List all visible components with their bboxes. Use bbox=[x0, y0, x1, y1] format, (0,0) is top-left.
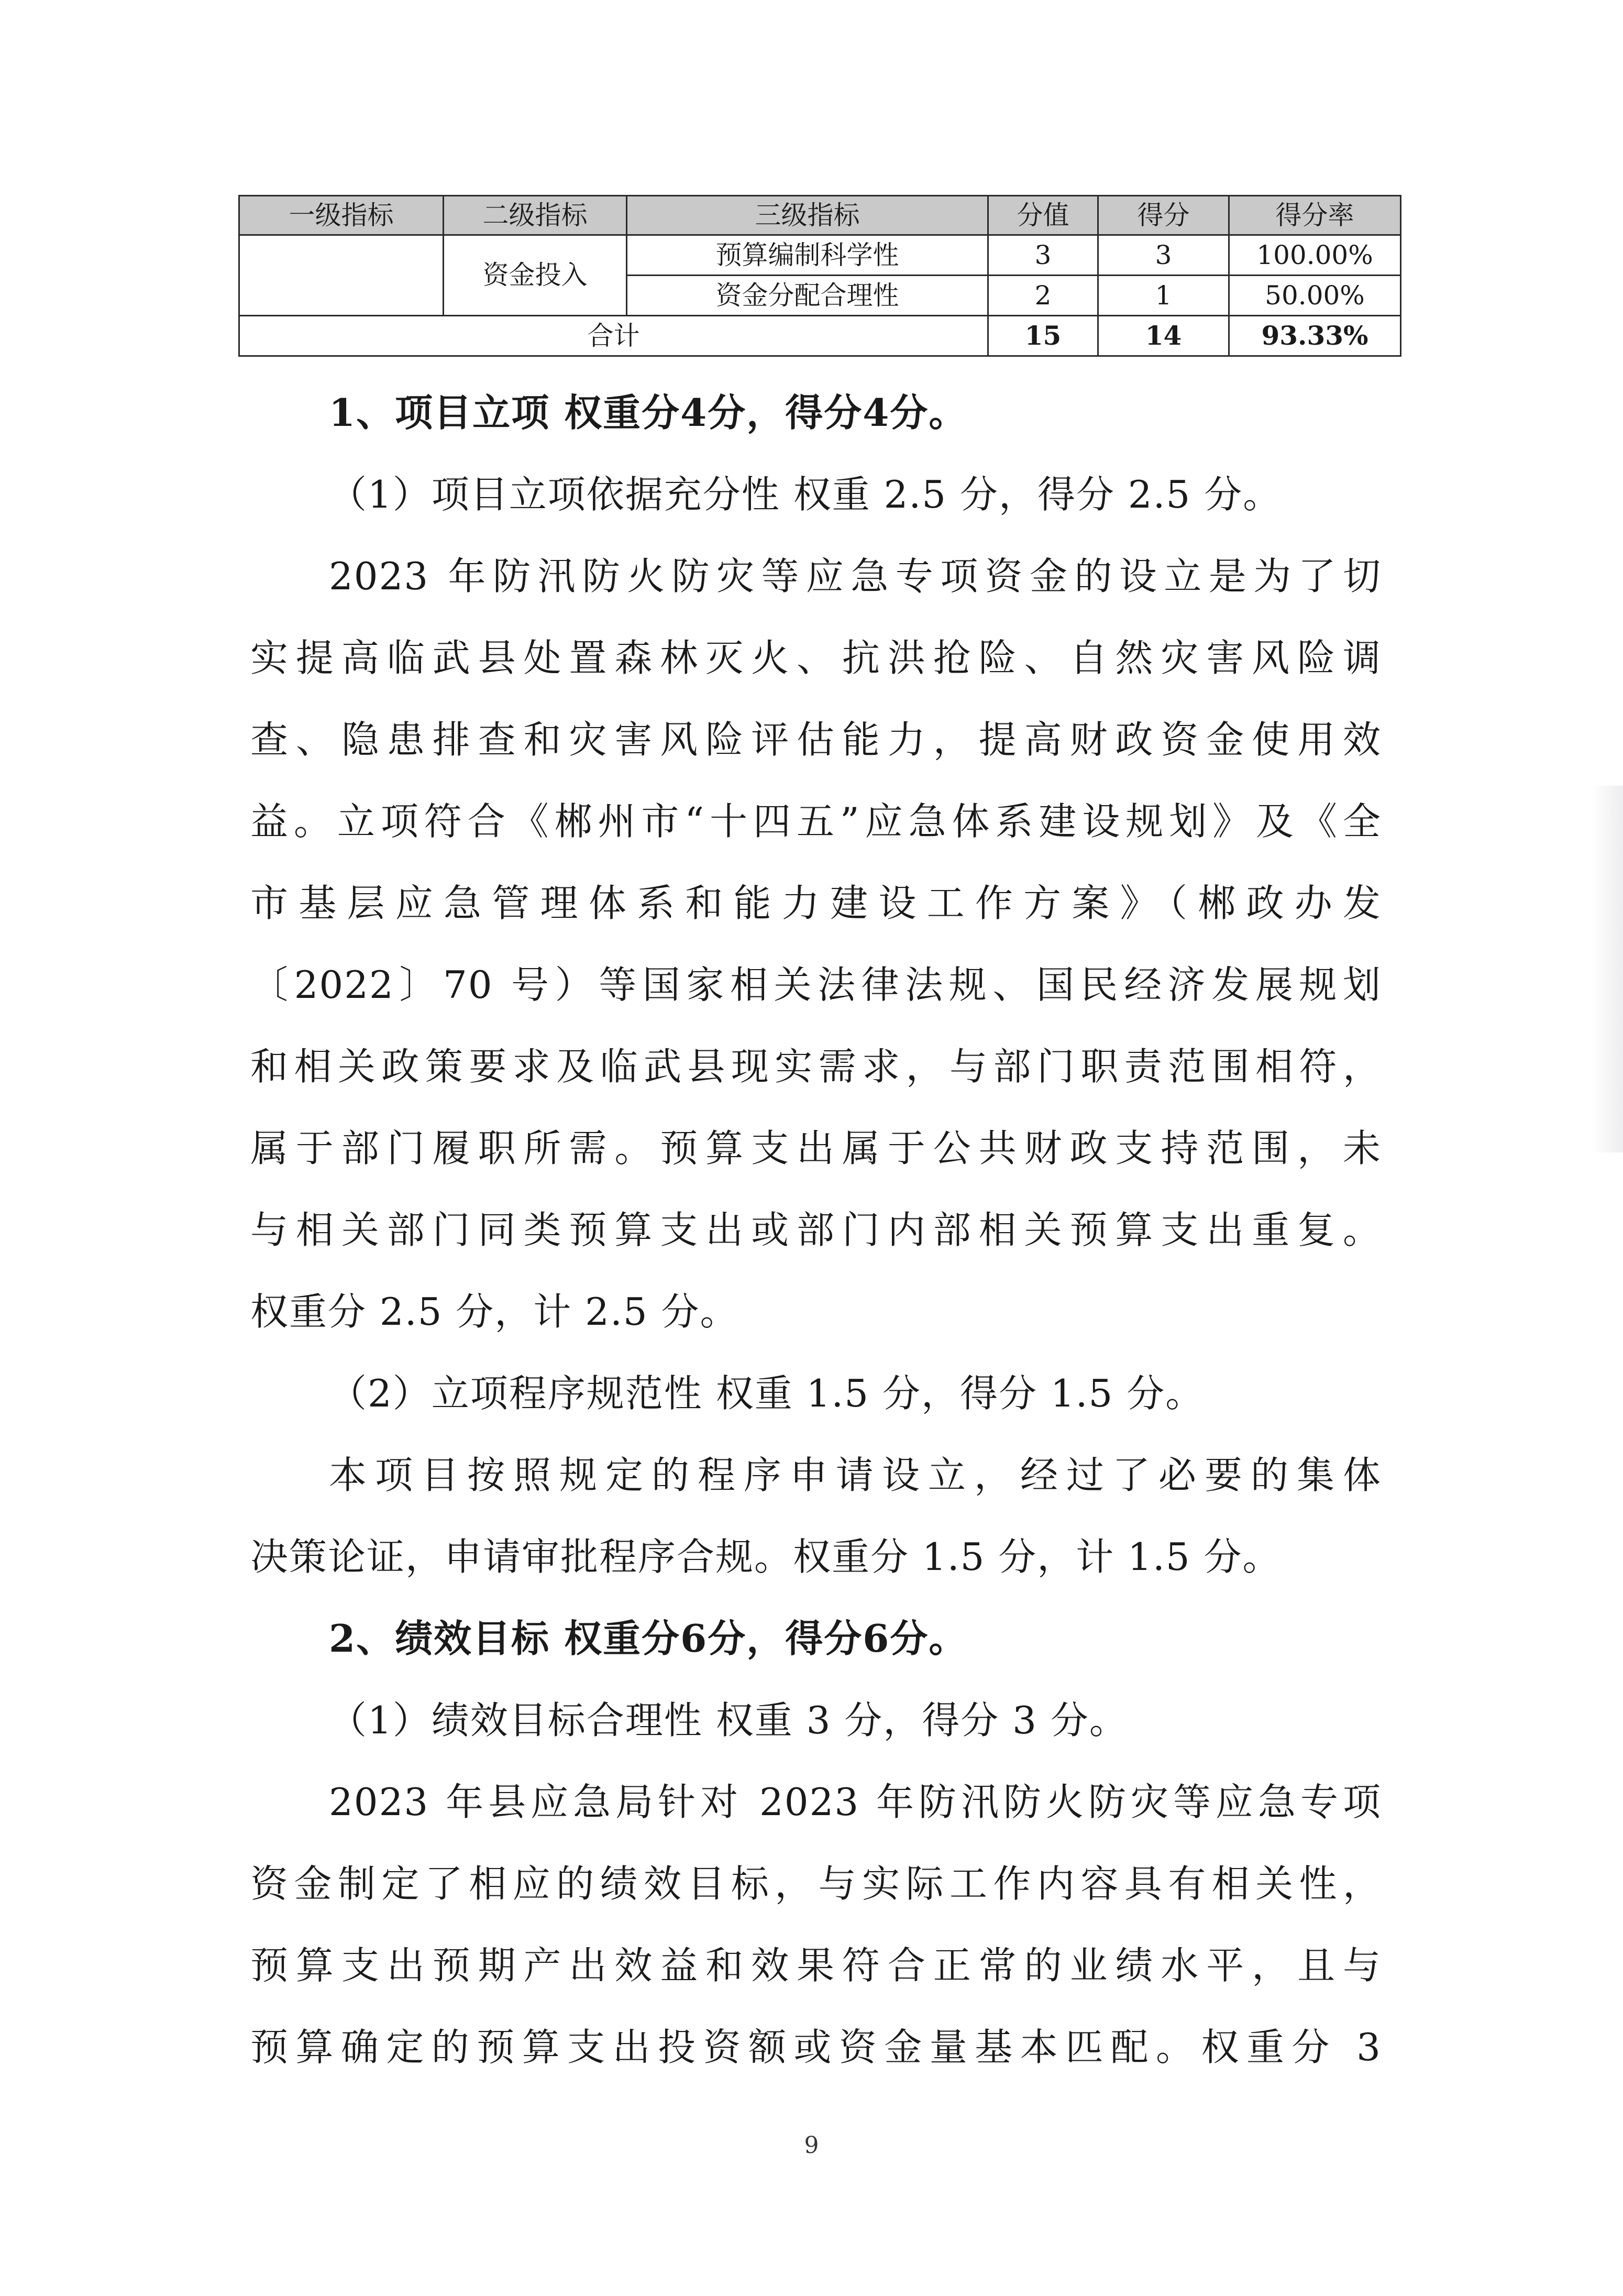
header-score-value: 分值 bbox=[988, 196, 1098, 235]
item-cell: 资金分配合理性 bbox=[627, 276, 988, 316]
paragraph-line: 实提高临武县处置森林灭火、抗洪抢险、自然灾害风险调 bbox=[250, 636, 1382, 680]
section-heading: 1、项目立项 权重分4分，得分4分。 bbox=[329, 390, 968, 435]
header-score: 得分 bbox=[1098, 196, 1229, 235]
paragraph-line: 〔2022〕70 号）等国家相关法律法规、国民经济发展规划 bbox=[250, 963, 1382, 1007]
level1-cell-empty bbox=[239, 235, 444, 316]
subsection-heading: （2）立项程序规范性 权重 1.5 分，得分 1.5 分。 bbox=[329, 1371, 1205, 1415]
paragraph-line: 预算支出预期产出效益和效果符合正常的业绩水平，且与 bbox=[250, 1943, 1382, 1987]
total-rate-cell: 93.33% bbox=[1229, 316, 1401, 356]
paragraph-line: 属于部门履职所需。预算支出属于公共财政支持范围，未 bbox=[250, 1126, 1382, 1170]
table-row bbox=[239, 235, 1401, 276]
header-level1: 一级指标 bbox=[239, 196, 444, 235]
subsection-heading: （1）项目立项依据充分性 权重 2.5 分，得分 2.5 分。 bbox=[329, 473, 1282, 517]
header-level2: 二级指标 bbox=[444, 196, 627, 235]
paragraph-line: 权重分 2.5 分，计 2.5 分。 bbox=[250, 1290, 739, 1334]
total-label-cell: 合计 bbox=[239, 316, 988, 356]
paragraph-line: 益。立项符合《郴州市“十四五”应急体系建设规划》及《全 bbox=[250, 799, 1382, 843]
paragraph-line: 市基层应急管理体系和能力建设工作方案》（郴政办发 bbox=[250, 881, 1382, 925]
score-table bbox=[238, 195, 1401, 357]
table-header-row bbox=[239, 196, 1401, 235]
page-number: 9 bbox=[804, 2132, 819, 2159]
paragraph-line: 本项目按照规定的程序申请设立，经过了必要的集体 bbox=[329, 1453, 1382, 1497]
paragraph-line: 决策论证，申请审批程序合规。权重分 1.5 分，计 1.5 分。 bbox=[250, 1535, 1282, 1579]
paragraph-line: 查、隐患排查和灾害风险评估能力，提高财政资金使用效 bbox=[250, 718, 1382, 762]
paragraph-line: 与相关部门同类预算支出或部门内部相关预算支出重复。 bbox=[250, 1208, 1382, 1252]
paragraph-line: 和相关政策要求及临武县现实需求，与部门职责范围相符， bbox=[250, 1045, 1382, 1089]
total-score-value-cell: 15 bbox=[988, 316, 1098, 356]
subsection-heading: （1）绩效目标合理性 权重 3 分，得分 3 分。 bbox=[329, 1698, 1128, 1742]
paragraph-line: 预算确定的预算支出投资额或资金量基本匹配。权重分 3 bbox=[250, 2025, 1382, 2069]
rate-cell: 50.00% bbox=[1229, 276, 1401, 316]
total-score-cell: 14 bbox=[1098, 316, 1229, 356]
score-cell: 3 bbox=[1098, 235, 1229, 276]
rate-cell: 100.00% bbox=[1229, 235, 1401, 276]
header-level3: 三级指标 bbox=[627, 196, 988, 235]
item-cell: 预算编制科学性 bbox=[627, 235, 988, 276]
paragraph-line: 2023 年县应急局针对 2023 年防汛防火防灾等应急专项 bbox=[329, 1780, 1382, 1824]
score-value-cell: 2 bbox=[988, 276, 1098, 316]
score-cell: 1 bbox=[1098, 276, 1229, 316]
paragraph-line: 2023 年防汛防火防灾等应急专项资金的设立是为了切 bbox=[329, 554, 1382, 598]
score-value-cell: 3 bbox=[988, 235, 1098, 276]
paragraph-line: 资金制定了相应的绩效目标，与实际工作内容具有相关性， bbox=[250, 1862, 1382, 1906]
section-heading: 2、绩效目标 权重分6分，得分6分。 bbox=[329, 1616, 968, 1661]
header-score-rate: 得分率 bbox=[1229, 196, 1401, 235]
scan-edge-artifact bbox=[1592, 786, 1623, 1152]
table-total-row bbox=[239, 316, 1401, 356]
group-label-cell: 资金投入 bbox=[444, 235, 627, 316]
body-text bbox=[250, 372, 1382, 2088]
